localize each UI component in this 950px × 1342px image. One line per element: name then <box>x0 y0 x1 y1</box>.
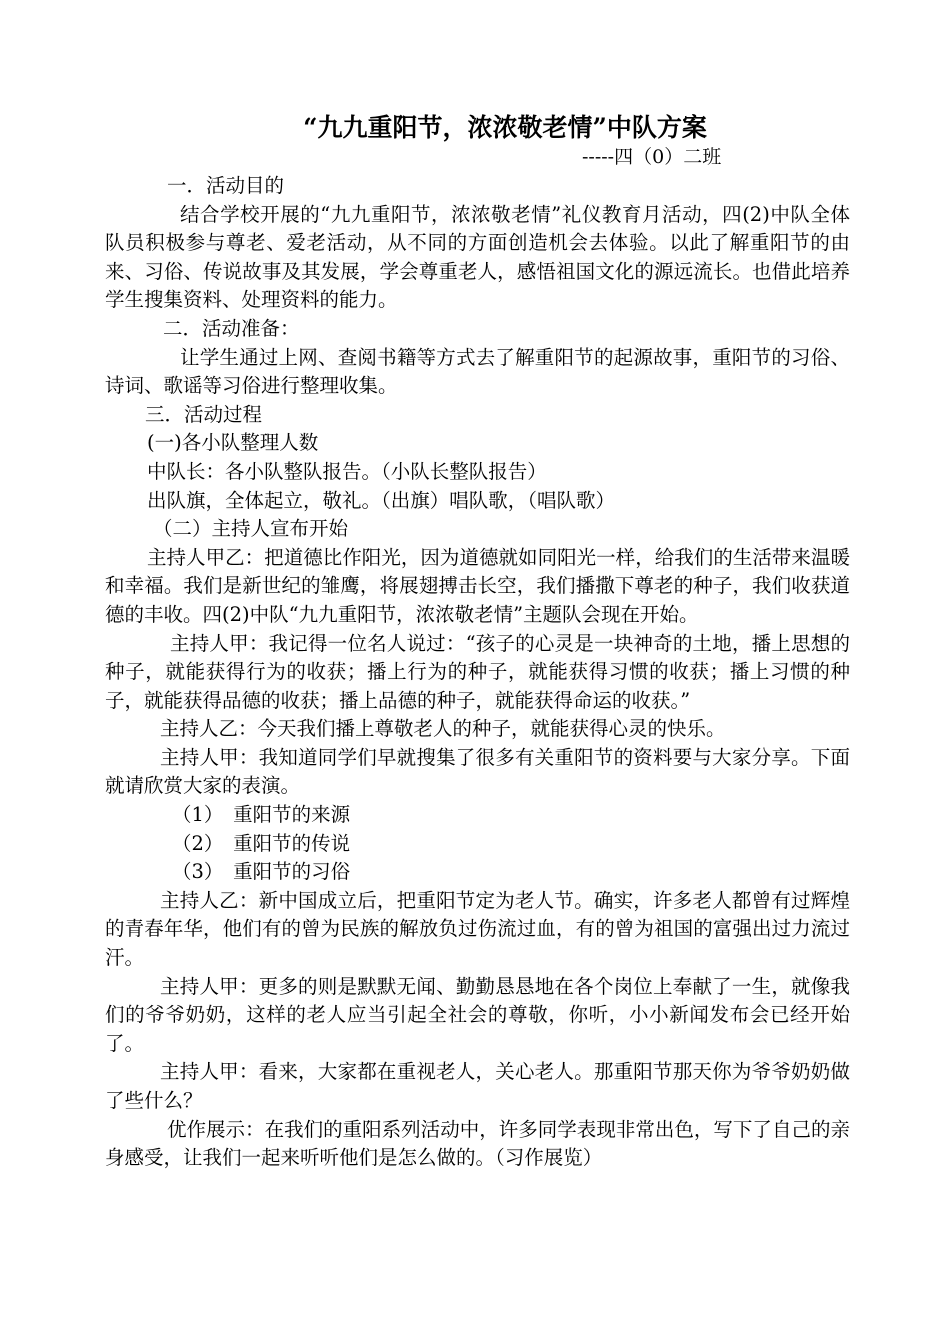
list-item: （2） 重阳节的传说 <box>172 831 351 855</box>
document-title: “九九重阳节，浓浓敬老情”中队方案 <box>303 113 707 142</box>
section-heading-purpose: 一．活动目的 <box>167 174 285 197</box>
step-1-line-2: 出队旗，全体起立，敬礼。（出旗）唱队歌，（唱队歌） <box>147 488 616 512</box>
list-item: （1） 重阳节的来源 <box>172 803 351 827</box>
host-paragraph-5: 主持人乙：新中国成立后，把重阳节定为老人节。确实，许多老人都曾有过辉煌的青春年华，他们有的曾为民族的解放负过伤流过血，有的曾为祖国的富强出过力流过汗。 <box>105 888 850 970</box>
step-2-heading: （二）主持人宣布开始 <box>153 517 349 541</box>
host-paragraph-6: 主持人甲：更多的则是默默无闻、勤勤恳恳地在各个岗位上奉献了一生，就像我们的爷爷奶奶，这样的老人应当引起全社会的尊敬，你听，小小新闻发布会已经开始了。 <box>105 974 850 1055</box>
host-paragraph-2: 主持人甲：我记得一位名人说过：“孩子的心灵是一块神奇的土地，播上思想的种子，就能获得行为的收获；播上行为的种子，就能获得习惯的收获；播上习惯的种子，就能获得品德的收获；播上品德的种子，就能获得命运的收获。” <box>105 631 850 712</box>
section-heading-preparation: 二．活动准备： <box>163 316 300 340</box>
list-item: （3） 重阳节的习俗 <box>172 860 351 884</box>
step-1-heading: (一)各小队整理人数 <box>147 431 319 455</box>
host-paragraph-4: 主持人甲：我知道同学们早就搜集了很多有关重阳节的资料要与大家分享。下面就请欣赏大家的表演。 <box>105 745 850 798</box>
paragraph-preparation: 让学生通过上网、查阅书籍等方式去了解重阳节的起源故事，重阳节的习俗、诗词、歌谣等习俗进行整理收集。 <box>105 345 850 398</box>
host-paragraph-7: 主持人甲：看来，大家都在重视老人，关心老人。那重阳节那天你为爷爷奶奶做了些什么？ <box>105 1060 850 1112</box>
paragraph-purpose: 结合学校开展的“九九重阳节，浓浓敬老情”礼仪教育月活动，四(2)中队全体队员积极参与尊老、爱老活动，从不同的方面创造机会去体验。以此了解重阳节的由来、习俗、传说故事及其发展，学会尊重老人，感悟祖国文化的源远流长。也借此培养学生搜集资料、处理资料的能力。 <box>105 202 850 312</box>
showcase-paragraph: 优作展示：在我们的重阳系列活动中，许多同学表现非常出色，写下了自己的亲身感受，让我们一起来听听他们是怎么做的。（习作展览） <box>105 1117 850 1170</box>
section-heading-process: 三．活动过程 <box>145 402 263 426</box>
document-subtitle: -----四（0）二班 <box>582 146 722 168</box>
step-1-line-1: 中队长：各小队整队报告。（小队长整队报告） <box>147 459 547 483</box>
document-body <box>105 172 850 1173</box>
host-paragraph-3: 主持人乙：今天我们播上尊敬老人的种子，就能获得心灵的快乐。 <box>160 717 726 741</box>
host-paragraph-1: 主持人甲乙：把道德比作阳光，因为道德就如同阳光一样，给我们的生活带来温暖和幸福。我们是新世纪的雏鹰，将展翅搏击长空，我们播撒下尊老的种子，我们收获道德的丰收。四(2)中队“九九重阳节，浓浓敬老情”主题队会现在开始。 <box>105 545 850 626</box>
